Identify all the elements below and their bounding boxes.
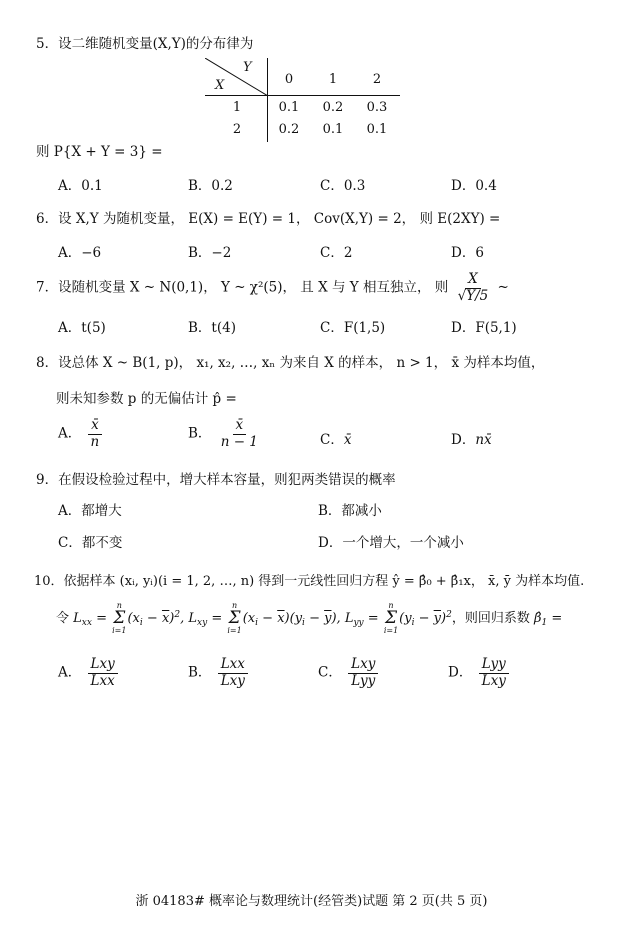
q6-stem: 6．设 X,Y 为随机变量， E(X) = E(Y) = 1， Cov(X,Y) = 2， 则 E(2XY) =	[36, 211, 501, 227]
table-row-label-1: 1	[232, 100, 242, 115]
q8-option-b-fraction	[218, 418, 261, 450]
q10-lead: 令	[56, 611, 70, 626]
frac-num: Lyy	[479, 657, 509, 674]
q7-frac-num: X	[465, 272, 481, 289]
q7-stem-text: 7．设随机变量 X ~ N(0,1)， Y ~ χ²(5)， 且 X 与 Y 相互独立， 则	[36, 279, 449, 296]
frac-num: Lxy	[348, 657, 378, 674]
table-cell: 0.2	[322, 100, 344, 115]
q6-option-c: C．2	[320, 245, 353, 261]
option-label: C．	[318, 664, 342, 681]
q10-option-d	[448, 657, 511, 689]
table-row-header: X	[215, 78, 225, 93]
q10-option-b-fraction	[218, 657, 248, 689]
lxx-formula: $L_{xx}$ = n Σ i=1 $(x_i - \overline{x})^2$,	[73, 601, 185, 635]
table-cell: 0.1	[366, 122, 388, 137]
frac-den: Lxy	[481, 672, 506, 689]
q5-option-c: C．0.3	[320, 178, 366, 194]
table-col-1: 1	[328, 72, 338, 87]
q5-option-d: D．0.4	[451, 178, 497, 194]
q9-option-d: D．一个增大，一个减小	[318, 535, 464, 551]
option-text: nx̄	[475, 432, 492, 448]
q8-stem-2: 则未知参数 p 的无偏估计 p̂ =	[56, 391, 237, 407]
q10-option-b	[188, 657, 250, 689]
option-label: B．	[188, 664, 212, 681]
table-cell: 0.1	[278, 100, 300, 115]
frac-den: Lyy	[351, 672, 376, 689]
q6-option-b: B．−2	[188, 245, 232, 261]
q7-option-a: A．t(5)	[58, 320, 106, 336]
table-row-rule	[267, 58, 268, 142]
frac-num: Lxx	[218, 657, 248, 674]
q5-distribution-table	[205, 58, 405, 142]
q10-option-d-fraction	[479, 657, 509, 689]
q7-frac-den: √Y/5	[457, 287, 489, 304]
option-label: C．	[320, 432, 344, 448]
q9-option-a: A．都增大	[58, 503, 122, 519]
q9-option-c: C．都不变	[58, 535, 123, 551]
frac-num: x̄	[88, 418, 102, 435]
lyy-formula: $L_{yy}$ = n Σ i=1 $(y_i - \overline{y})^2$	[344, 601, 452, 635]
page-footer: 浙 04183# 概率论与数理统计(经管类)试题 第 2 页(共 5 页)	[135, 894, 488, 909]
q5-prompt: 则 P{X + Y = 3} =	[36, 144, 163, 160]
q10-stem: 10．依据样本 (xᵢ, yᵢ)(i = 1, 2, …, n) 得到一元线性回归方程 ŷ = β̂₀ + β̂₁x， x̄, ȳ 为样本均值.	[34, 574, 585, 589]
table-cell: 0.1	[322, 122, 344, 137]
table-col-2: 2	[372, 72, 382, 87]
q8-option-a-fraction	[88, 418, 103, 450]
option-label: A．	[58, 425, 82, 442]
q6-option-a: A．−6	[58, 245, 102, 261]
q10-stem-2	[56, 602, 562, 635]
q7-option-b: B．t(4)	[188, 320, 236, 336]
table-cell: 0.3	[366, 100, 388, 115]
beta1-hat: $\betâ_1$ =	[533, 611, 563, 628]
option-text: x̄	[343, 432, 352, 448]
q9-stem: 9．在假设检验过程中，增大样本容量，则犯两类错误的概率	[36, 472, 396, 488]
q7-stem	[36, 272, 509, 304]
q10-option-a-fraction	[88, 657, 118, 689]
q8-option-a	[58, 418, 104, 450]
q7-option-d: D．F(5,1)	[451, 320, 517, 336]
q10-tail: ，则回归系数	[451, 611, 530, 626]
q10-option-a	[58, 657, 120, 689]
q7-option-c: C．F(1,5)	[320, 320, 386, 336]
option-label: D．	[451, 432, 476, 448]
q8-option-c	[320, 428, 351, 448]
table-header-rule	[205, 95, 400, 96]
table-col-0: 0	[284, 72, 294, 87]
frac-den: Lxy	[220, 672, 245, 689]
q5-stem: 5．设二维随机变量(X,Y)的分布律为	[36, 36, 254, 52]
q8-option-b	[188, 418, 263, 450]
q5-option-a: A．0.1	[58, 178, 103, 194]
option-label: B．	[188, 425, 212, 442]
frac-den: n	[90, 433, 100, 450]
frac-num: x̄	[233, 418, 247, 435]
q7-stem-tail: ~	[497, 279, 509, 296]
q8-option-d	[451, 428, 492, 448]
q10-option-c	[318, 657, 380, 689]
option-label: A．	[58, 664, 82, 681]
table-col-header: Y	[243, 60, 252, 75]
q8-stem: 8．设总体 X ~ B(1, p)， x₁, x₂, …, xₙ 为来自 X 的样本， n > 1， x̄ 为样本均值，	[36, 355, 545, 371]
q7-fraction	[455, 272, 492, 304]
lxy-formula: $L_{xy}$ = n Σ i=1 $(x_i - \overline{x})(y_i - \overline{y})$,	[188, 601, 341, 635]
q9-option-b: B．都减小	[318, 503, 382, 519]
option-label: D．	[448, 664, 473, 681]
frac-den: Lxx	[90, 672, 115, 689]
q10-option-c-fraction	[348, 657, 378, 689]
frac-den: n − 1	[220, 433, 258, 450]
table-cell: 0.2	[278, 122, 300, 137]
q6-option-d: D．6	[451, 245, 484, 261]
q5-option-b: B．0.2	[188, 178, 233, 194]
frac-num: Lxy	[88, 657, 118, 674]
table-row-label-2: 2	[232, 122, 242, 137]
